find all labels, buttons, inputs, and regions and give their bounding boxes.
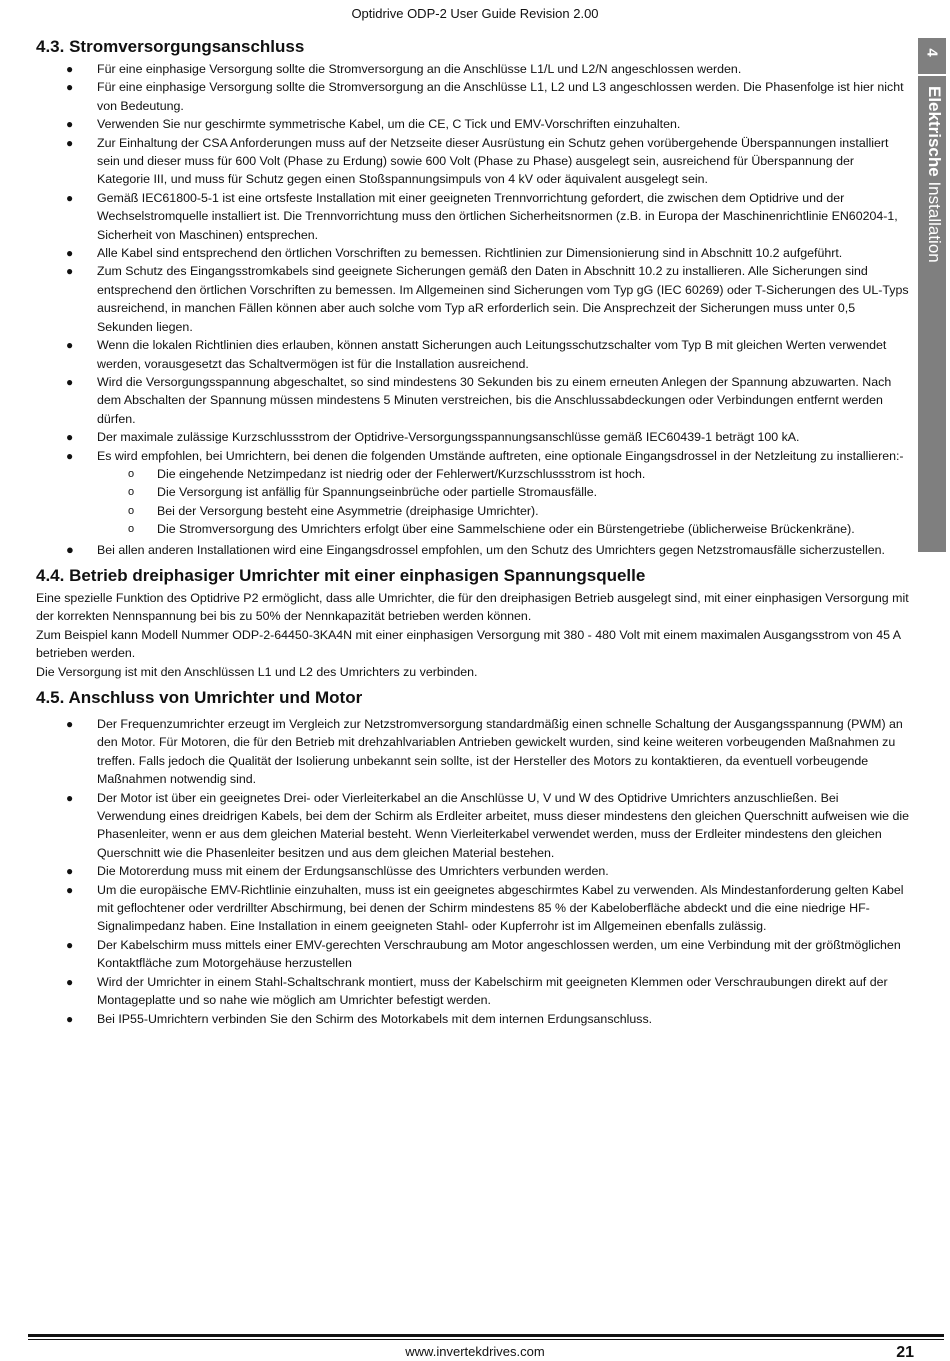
bullet-icon: ● (66, 246, 74, 261)
bullet-icon: ● (66, 117, 74, 132)
list-item-text: Es wird empfohlen, bei Umrichtern, bei denen die folgenden Umstände auftreten, eine optionale Eingangsdrossel in der Netzleitung zu installieren:- (97, 448, 904, 463)
circle-bullet-icon: o (128, 486, 135, 499)
bullet-icon: ● (66, 937, 74, 952)
section-title-4-4: 4.4. Betrieb dreiphasiger Umrichter mit einer einphasigen Spannungsquelle (36, 565, 646, 585)
list-item-text: Zum Schutz des Eingangsstromkabels sind geeignete Sicherungen gemäß den Daten in Abschnitt 10.2 zu installieren. Alle Sicherungen sind entsprechend den örtlichen Vorschriften zu bemessen. Im Allgemeinen sind Sicherungen vom Typ gG (IEC 60269) oder T-Sicherungen des UL-Typs ausreichend, in manchen Fällen können aber auch solche vom Typ aR erforderlich sein. Die Ansprechzeit der Sicherungen muss unter 0,5 Sekunden liegen. (97, 264, 909, 334)
paragraph: Zum Beispiel kann Modell Nummer ODP-2-64450-3KA4N mit einer einphasigen Versorgung mit 380 - 480 Volt mit einem maximalen Ausgangsstrom von 45 A betrieben werden. (36, 627, 901, 661)
bullet-icon: ● (66, 541, 74, 557)
list-item-text: Für eine einphasige Versorgung sollte die Stromversorgung an die Anschlüsse L1, L2 und L3 angeschlossen werden. Die Phasenfolge ist hier nicht von Bedeutung. (97, 80, 904, 113)
list-item-text: Wenn die lokalen Richtlinien dies erlauben, können anstatt Sicherungen auch Leitungsschutzschalter vom Typ B mit gleichen Werten verwendet werden, vorausgesetzt das Schaltvermögen ist für die Installation ausreichend. (97, 338, 887, 371)
list-item (36, 78, 910, 115)
bullet-icon: ● (66, 338, 74, 353)
bullet-icon: ● (66, 974, 74, 989)
running-header: Optidrive ODP-2 User Guide Revision 2.00 (351, 6, 599, 21)
list-item (36, 789, 910, 863)
list-item (36, 115, 910, 133)
bullet-icon: ● (66, 264, 74, 279)
list-item-text: Verwenden Sie nur geschirmte symmetrische Kabel, um die CE, C Tick und EMV-Vorschriften einzuhalten. (97, 117, 681, 132)
circle-bullet-icon: o (128, 504, 135, 517)
paragraph: Die Versorgung ist mit den Anschlüssen L1 und L2 des Umrichters zu verbinden. (36, 664, 478, 679)
bullet-icon: ● (66, 882, 74, 897)
list-item (36, 244, 910, 262)
sub-bullet-list (97, 465, 910, 539)
sub-list-item (97, 483, 910, 501)
list-item (36, 189, 910, 244)
sub-list-item (97, 520, 910, 538)
list-item-text: Der Motor ist über ein geeignetes Drei- oder Vierleiterkabel an die Anschlüsse U, V und W des Optidrive Umrichters anzuschließen. Bei Verwendung eines dreidrigen Kabels, bei dem der Schirm als Erdleiter arbeitet, muss dieser mindestens den gleichen Querschnitt aufweisen wie die Phasenleiter, wenn er aus dem gleichen Material besteht. Wenn Vierleiterkabel verwendet werden, muss der Erdleiter mindestens den gleichen Querschnitt wie die Phasenleiter besitzen und aus dem gleichen Material bestehen. (97, 790, 910, 860)
list-item-text: Die Motorerdung muss mit einem der Erdungsanschlüsse des Umrichters verbunden werden. (97, 864, 609, 879)
paragraph: Eine spezielle Funktion des Optidrive P2 ermöglicht, dass alle Umrichter, die für den dreiphasigen Betrieb ausgelegt sind, mit einer einphasigen Versorgung mit der korrekten Nennspannung bei bis zu 50% der Nennkapazität betrieben werden können. (36, 590, 909, 624)
sub-list-item (97, 465, 910, 483)
chapter-title-bold: Elektrische (925, 86, 944, 177)
list-item (36, 881, 910, 936)
list-item-text: Wird die Versorgungsspannung abgeschaltet, so sind mindestens 30 Sekunden bis zu einem erneuten Anlegen der Spannung abzuwarten. Nach dem Abschalten der Spannung müssen mindestens 5 Minuten verstreichen, bis die Anschlussabdeckungen oder Verbindungen entfernt werden dürfen. (97, 374, 892, 426)
footer-rule (28, 1334, 944, 1337)
list-item (36, 60, 910, 78)
list-item (36, 428, 910, 446)
bullet-list-4-3 (36, 60, 910, 559)
bullet-icon: ● (66, 1011, 74, 1026)
bullet-icon: ● (66, 62, 74, 76)
sub-list-item-text: Die Versorgung ist anfällig für Spannungseinbrüche oder partielle Stromausfälle. (157, 485, 598, 500)
list-item (36, 973, 910, 1010)
footer-rule-thin (28, 1339, 944, 1340)
list-item (36, 447, 910, 539)
page-number: 21 (896, 1344, 914, 1361)
list-item-text: Bei IP55-Umrichtern verbinden Sie den Schirm des Motorkabels mit dem internen Erdungsanschluss. (97, 1011, 653, 1026)
list-item-text: Gemäß IEC61800-5-1 ist eine ortsfeste Installation mit einer geeigneten Trennvorrichtung gefordert, die zwischen dem Optidrive und der Wechselstromquelle installiert ist. Die Trennvorrichtung muss den örtlichen Sicherheitsnormen (z.B. in Europa der Maschinenrichtlinie EN60204-1, Sicherheit von Maschinen) entsprechen. (97, 190, 898, 242)
list-item-text: Für eine einphasige Versorgung sollte die Stromversorgung an die Anschlüsse L1/L und L2/N angeschlossen werden. (97, 62, 742, 76)
chapter-side-tab (918, 38, 946, 552)
list-item (36, 373, 910, 428)
chapter-title (924, 86, 944, 263)
list-item-text: Der Frequenzumrichter erzeugt im Vergleich zur Netzstromversorgung standardmäßig einen schnelle Schaltung der Ausgangsspannung (PWM) an den Motor. Für Motoren, die für den Betrieb mit drehzahlvariablen Antrieben gewickelt wurden, sind keine weiteren vorbeugenden Maßnahmen zu treffen. Falls jedoch die Qualität der Isolierung unbekannt sein sollte, ist der Hersteller des Motors zu kontaktieren, da eventuell vorbeugende Maßnahmen notwendig sind. (97, 717, 903, 787)
sub-list-item-text: Bei der Versorgung besteht eine Asymmetrie (dreiphasige Umrichter). (157, 503, 539, 518)
section-title-4-3: 4.3. Stromversorgungsanschluss (36, 37, 305, 56)
footer-website-link[interactable]: www.invertekdrives.com (405, 1344, 545, 1359)
bullet-icon: ● (66, 374, 74, 389)
list-item (36, 262, 910, 336)
bullet-icon: ● (66, 717, 74, 731)
chapter-number: 4 (923, 48, 941, 57)
list-item-text: Alle Kabel sind entsprechend den örtlichen Vorschriften zu bemessen. Richtlinien zur Dimensionierung sind in Abschnitt 10.2 aufgeführt. (97, 246, 843, 261)
list-item-text: Der Kabelschirm muss mittels einer EMV-gerechten Verschraubung am Motor angeschlossen werden, um eine Verbindung mit der größtmöglichen Kontaktfläche zum Motorgehäuse herzustellen (97, 937, 901, 971)
page-content (36, 36, 910, 1028)
circle-bullet-icon: o (128, 467, 135, 480)
section-title-4-5: 4.5. Anschluss von Umrichter und Motor (36, 688, 363, 707)
bullet-icon: ● (66, 80, 74, 95)
list-item (36, 541, 910, 559)
bullet-icon: ● (66, 864, 74, 879)
list-item-text: Zur Einhaltung der CSA Anforderungen muss auf der Netzseite dieser Ausrüstung ein Schutz gehen vorübergehende Überspannungen installiert sein und dieser muss für 600 Volt (Phase zu Erdung) sowie 600 Volt (Phase zu Phase) ausgelegt sein, ausreichend für Überspannung der Kategorie III, und muss für Schutz gegen einen Stoßspannungsimpuls von 4 kV oder äquivalent ausgelegt sein. (97, 135, 889, 187)
sub-list-item-text: Die eingehende Netzimpedanz ist niedrig oder der Fehlerwert/Kurzschlussstrom ist hoch. (157, 466, 646, 481)
circle-bullet-icon: o (128, 523, 135, 536)
list-item (36, 715, 910, 789)
bullet-icon: ● (66, 448, 74, 463)
list-item-text: Um die europäische EMV-Richtlinie einzuhalten, muss ist ein geeignetes abgeschirmtes Kabel zu verwenden. Als Mindestanforderung gelten Kabel mit geflochtener oder verdrillter Abschirmung, bei denen der Schirm mindestens 85 % der Kabeloberfläche abdeckt und die eine niedrige HF-Signalimpedanz haben. Eine Installation in einem geeigneten Stahl- oder Kupferrohr ist im Allgemeinen ebenfalls zulässig. (97, 882, 904, 934)
bullet-icon: ● (66, 190, 74, 205)
list-item (36, 936, 910, 973)
chapter-tab-divider (918, 74, 946, 76)
list-item (36, 134, 910, 189)
list-item (36, 336, 910, 373)
list-item (36, 1010, 910, 1028)
list-item-text: Wird der Umrichter in einem Stahl-Schaltschrank montiert, muss der Kabelschirm mit geeigneten Klemmen oder Verschraubungen direkt auf der Montageplatte und so nahe wie möglich am Umrichter befestigt werden. (97, 974, 888, 1008)
chapter-title-rest: Installation (925, 176, 944, 263)
bullet-list-4-5 (36, 715, 910, 1028)
sub-list-item (97, 502, 910, 520)
sub-list-item-text: Die Stromversorgung des Umrichters erfolgt über eine Sammelschiene oder ein Bürstengetriebe (üblicherweise Brückenkräne). (157, 522, 855, 537)
bullet-icon: ● (66, 790, 74, 805)
list-item-text: Bei allen anderen Installationen wird eine Eingangsdrossel empfohlen, um den Schutz des Umrichters gegen Netzstromausfälle sicherzustellen. (97, 542, 885, 557)
bullet-icon: ● (66, 135, 74, 150)
list-item-text: Der maximale zulässige Kurzschlussstrom der Optidrive-Versorgungsspannungsanschlüsse gemäß IEC60439-1 beträgt 100 kA. (97, 430, 800, 445)
section-body-4-4 (36, 589, 910, 681)
bullet-icon: ● (66, 430, 74, 445)
list-item (36, 862, 910, 880)
